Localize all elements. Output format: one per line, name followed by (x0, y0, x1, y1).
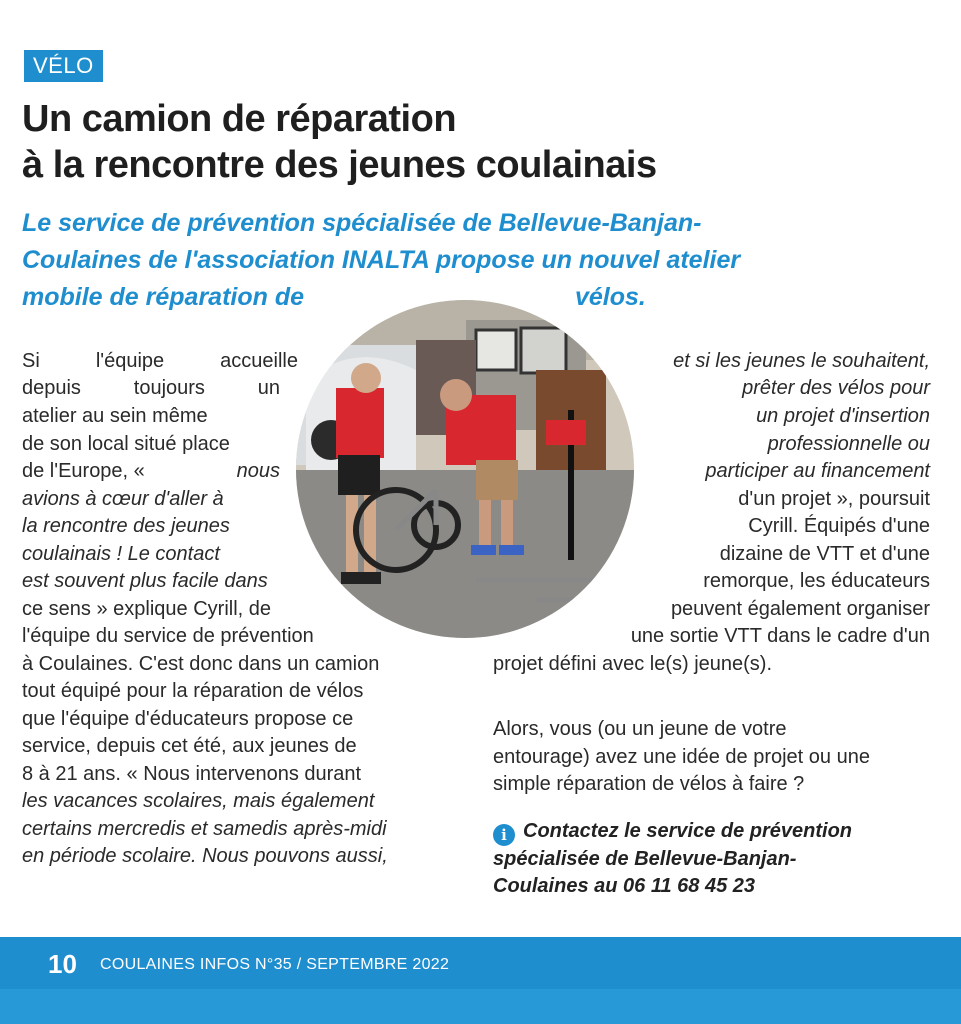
text: participer au financement (705, 460, 930, 482)
contact-line-1 (493, 818, 933, 846)
left-line (22, 761, 361, 789)
word: depuis (22, 377, 81, 399)
left-line (22, 788, 374, 816)
text: de son local situé place (22, 433, 230, 455)
text: une sortie VTT dans le cadre d'un (630, 625, 930, 647)
left-line (22, 375, 280, 403)
left-line (22, 623, 314, 651)
word: un (257, 377, 280, 399)
word: toujours (133, 377, 205, 399)
text: dizaine de VTT et d'une (719, 543, 930, 565)
word: accueille (220, 350, 298, 372)
text: d'un projet », poursuit (738, 488, 930, 510)
left-line (22, 843, 388, 871)
right-line (493, 716, 787, 744)
magazine-issue: COULAINES INFOS N°35 / SEPTEMBRE 2022 (100, 956, 450, 973)
page-footer (0, 937, 961, 1024)
right-line (560, 486, 930, 514)
right-line (560, 568, 930, 596)
text: Contactez le service de prévention (523, 820, 853, 842)
text: Cyrill. Équipés d'une (748, 515, 930, 537)
text: nous (236, 460, 280, 482)
contact-line-2: spécialisée de Bellevue-Banjan- (493, 848, 797, 870)
left-line (22, 733, 357, 761)
text: avions à cœur d'aller à (22, 488, 224, 510)
text: et si les jeunes le souhaitent, (673, 350, 930, 372)
left-line (22, 678, 363, 706)
text: Alors, vous (ou un jeune de votre (493, 718, 787, 740)
lead-line-3a: mobile de réparation de (22, 283, 305, 311)
text: les vacances scolaires, mais également (22, 790, 375, 812)
text: simple réparation de vélos à faire ? (493, 773, 805, 795)
right-line (560, 541, 930, 569)
text: service, depuis cet été, aux jeunes de (22, 735, 357, 757)
left-line (22, 651, 379, 679)
word: l'équipe (95, 350, 165, 372)
text: est souvent plus facile dans (22, 570, 268, 592)
text: prêter des vélos pour (742, 377, 930, 399)
text: projet défini avec le(s) jeune(s). (493, 653, 773, 675)
text: de l'Europe, « (22, 460, 145, 482)
headline-line-2: à la rencontre des jeunes coulainais (22, 144, 657, 186)
left-line (22, 431, 230, 459)
left-line (22, 348, 298, 376)
left-line (22, 596, 271, 624)
right-line (560, 375, 930, 403)
text: l'équipe du service de prévention (22, 625, 314, 647)
text: un projet d'insertion (756, 405, 930, 427)
text: à Coulaines. C'est donc dans un camion (22, 653, 380, 675)
lead-paragraph (22, 205, 922, 311)
text: tout équipé pour la réparation de vélos (22, 680, 364, 702)
left-line (22, 458, 280, 486)
lead-line-2: Coulaines de l'association INALTA propose un nouvel atelier (22, 246, 741, 274)
right-line (540, 623, 930, 651)
text: professionnelle ou (767, 433, 930, 455)
left-line (22, 816, 387, 844)
text: la rencontre des jeunes (22, 515, 230, 537)
right-line (493, 744, 870, 772)
right-line (560, 431, 930, 459)
text: entourage) avez une idée de projet ou une (493, 746, 870, 768)
right-line (560, 403, 930, 431)
text: remorque, les éducateurs (703, 570, 930, 592)
section-tag: VÉLO (24, 50, 103, 82)
right-line (560, 513, 930, 541)
text: coulainais ! Le contact (22, 543, 220, 565)
page-number: 10 (48, 949, 77, 979)
left-line (22, 403, 208, 431)
lead-line-1: Le service de prévention spécialisée de Bellevue-Banjan- (22, 209, 702, 237)
right-line (493, 651, 772, 679)
left-line (22, 568, 268, 596)
word: Si (22, 350, 40, 372)
right-line (560, 458, 930, 486)
right-line (493, 771, 804, 799)
right-line (560, 348, 930, 376)
headline-line-1: Un camion de réparation (22, 98, 457, 140)
text: que l'équipe d'éducateurs propose ce (22, 708, 354, 730)
info-icon: i (493, 824, 515, 846)
left-line (22, 486, 224, 514)
text: ce sens » explique Cyrill, de (22, 598, 272, 620)
headline (22, 96, 922, 188)
contact-box (493, 818, 933, 900)
text: certains mercredis et samedis après-midi (22, 818, 387, 840)
lead-line-3b: vélos. (575, 283, 646, 311)
contact-line-3: Coulaines au 06 11 68 45 23 (493, 875, 756, 897)
text: 8 à 21 ans. « Nous intervenons durant (22, 763, 362, 785)
text: peuvent également organiser (670, 598, 930, 620)
left-line (22, 541, 220, 569)
text: en période scolaire. Nous pouvons aussi, (22, 845, 388, 867)
left-line (22, 513, 230, 541)
left-line (22, 706, 353, 734)
text: atelier au sein même (22, 405, 208, 427)
right-line (560, 596, 930, 624)
